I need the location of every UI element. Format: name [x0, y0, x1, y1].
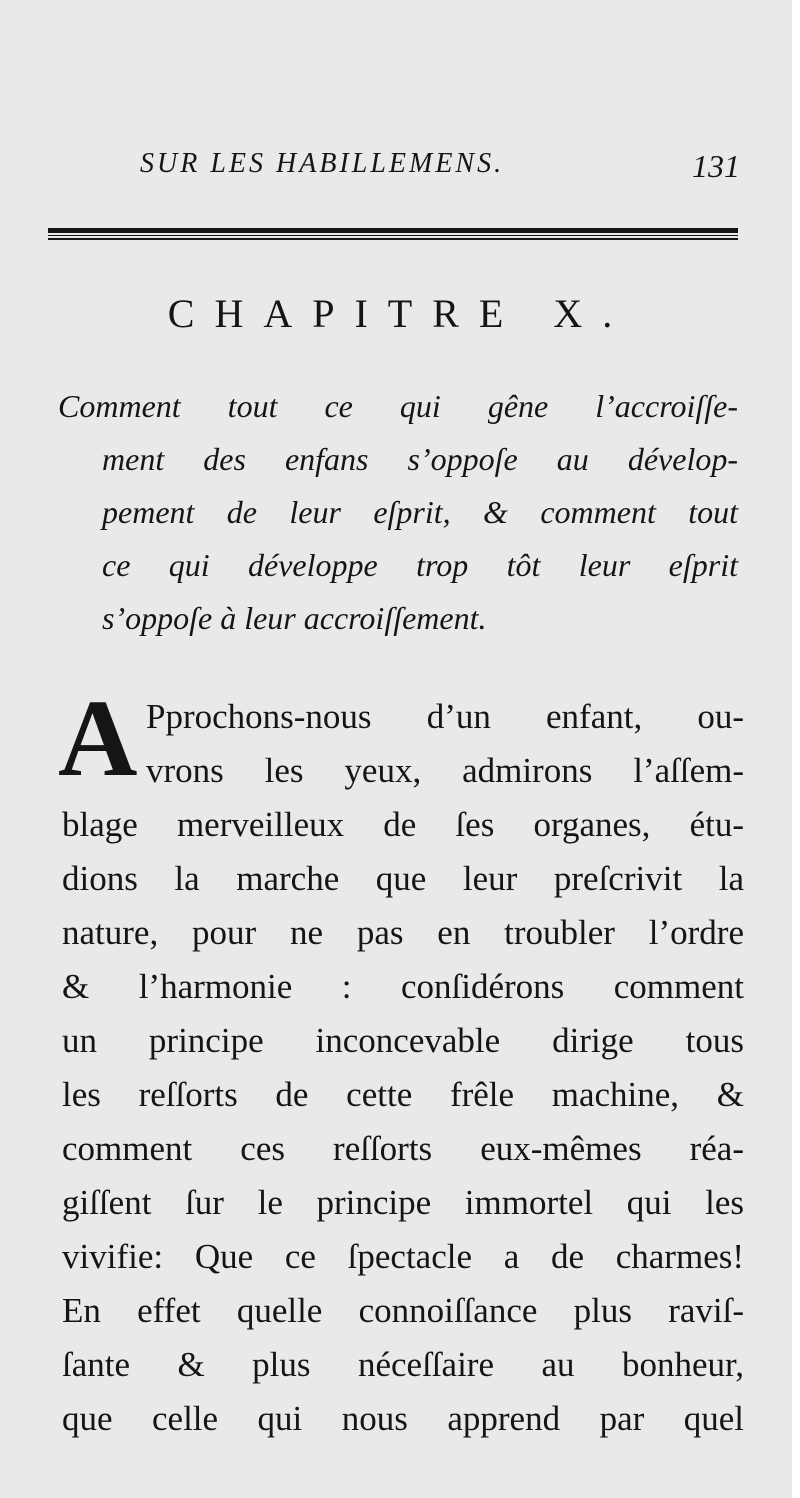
body-line: vrons les yeux, admirons l’aſſem-: [146, 751, 744, 790]
summary-line: s’oppoſe à leur accroiſſement.: [102, 600, 487, 636]
body-line: dions la marche que leur preſcrivit la: [62, 859, 744, 898]
body-line: blage merveilleux de ſes organes, étu-: [62, 805, 744, 844]
summary-line: ment des enfans s’oppoſe au dévelop-: [102, 441, 738, 477]
running-title: SUR LES HABILLEMENS.: [140, 148, 505, 179]
chapter-summary: [58, 380, 738, 645]
body-line: comment ces reſſorts eux-mêmes réa-: [62, 1129, 744, 1168]
summary-line: ce qui développe trop tôt leur eſprit: [102, 547, 738, 583]
body-line: les reſſorts de cette frêle machine, &: [62, 1075, 744, 1114]
page-number: 131: [692, 148, 740, 184]
body-line: nature, pour ne pas en troubler l’ordre: [62, 913, 744, 952]
summary-line: Comment tout ce qui gêne l’accroiſſe-: [58, 388, 738, 424]
chapter-title: CHAPITRE X.: [167, 291, 633, 336]
body-line: un principe inconcevable dirige tous: [62, 1021, 744, 1060]
body-line: Pprochons-nous d’un enfant, ou-: [146, 697, 744, 736]
body-line: giſſent ſur le principe immortel qui les: [62, 1183, 744, 1222]
body-line: ſante & plus néceſſaire au bonheur,: [62, 1345, 744, 1384]
body-line: En effet quelle connoiſſance plus raviſ-: [62, 1291, 744, 1330]
header-rule: [48, 228, 738, 240]
body-line: & l’harmonie : conſidérons comment: [62, 967, 744, 1006]
body-line: vivifie: Que ce ſpectacle a de charmes!: [62, 1237, 744, 1276]
summary-line: pement de leur eſprit, & comment tout: [102, 494, 738, 530]
page-header: [140, 148, 740, 192]
drop-cap: A: [58, 677, 138, 799]
body-line: que celle qui nous apprend par quel: [62, 1399, 744, 1438]
body-paragraph: [58, 677, 744, 1446]
